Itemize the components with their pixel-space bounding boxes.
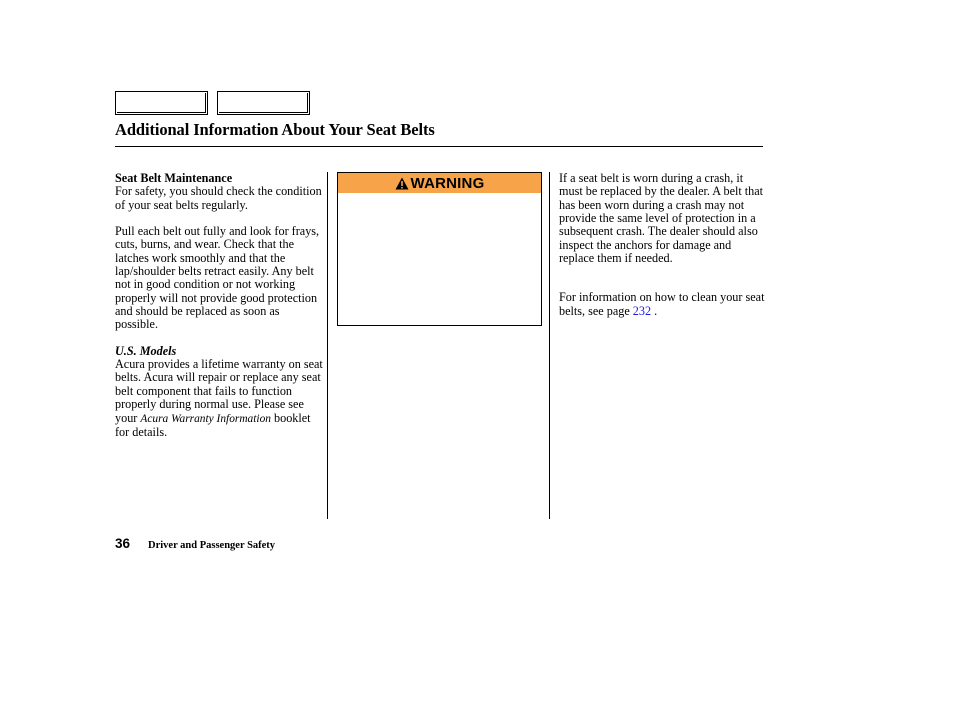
left-column: [115, 172, 325, 439]
warning-label: WARNING: [410, 174, 485, 192]
title-divider: [115, 146, 763, 147]
column-divider-right: [549, 172, 550, 519]
next-page-button[interactable]: [217, 91, 310, 115]
cleaning-paragraph: [559, 291, 765, 318]
page-232-link[interactable]: 232: [632, 303, 652, 318]
us-models-heading: U.S. Models: [115, 343, 177, 358]
right-column: [559, 172, 765, 318]
page-number: 36: [115, 536, 131, 551]
previous-page-button[interactable]: [115, 91, 208, 115]
crash-paragraph: If a seat belt is worn during a crash, it must be replaced by the dealer. A belt that has been worn during a crash may not provide the same level of protection in a subsequent crash. The dealer should also inspect the anchors for damage and replace them if needed.: [559, 171, 764, 266]
warning-triangle-icon: [395, 177, 409, 190]
warranty-text-start: Acura provides a lifetime warranty on seat belts. Acura will repair or replace any seat belt component that fails to function properly during normal use. Please see your: [115, 357, 323, 425]
page-title: Additional Information About Your Seat Belts: [115, 120, 435, 139]
column-divider-left: [327, 172, 328, 519]
warning-box: [337, 172, 542, 326]
warning-bar: [338, 173, 541, 193]
cleaning-text-end: .: [651, 303, 658, 318]
warranty-booklet-title: Acura Warranty Information: [140, 412, 271, 425]
inspection-paragraph: Pull each belt out fully and look for frays, cuts, burns, and wear. Check that the latches work smoothly and that the lap/shoulder belts retract easily. Any belt not in good condition or not working properly will not provide good protection and should be replaced as soon as possible.: [115, 224, 320, 332]
maintenance-heading: Seat Belt Maintenance: [115, 171, 233, 185]
maintenance-paragraph: For safety, you should check the condition of your seat belts regularly.: [115, 184, 322, 212]
section-name: Driver and Passenger Safety: [148, 540, 276, 551]
warranty-text-end: booklet for details.: [115, 410, 311, 439]
warranty-paragraph: [115, 358, 325, 439]
cleaning-text-start: For information on how to clean your seat belts, see page: [559, 290, 765, 318]
